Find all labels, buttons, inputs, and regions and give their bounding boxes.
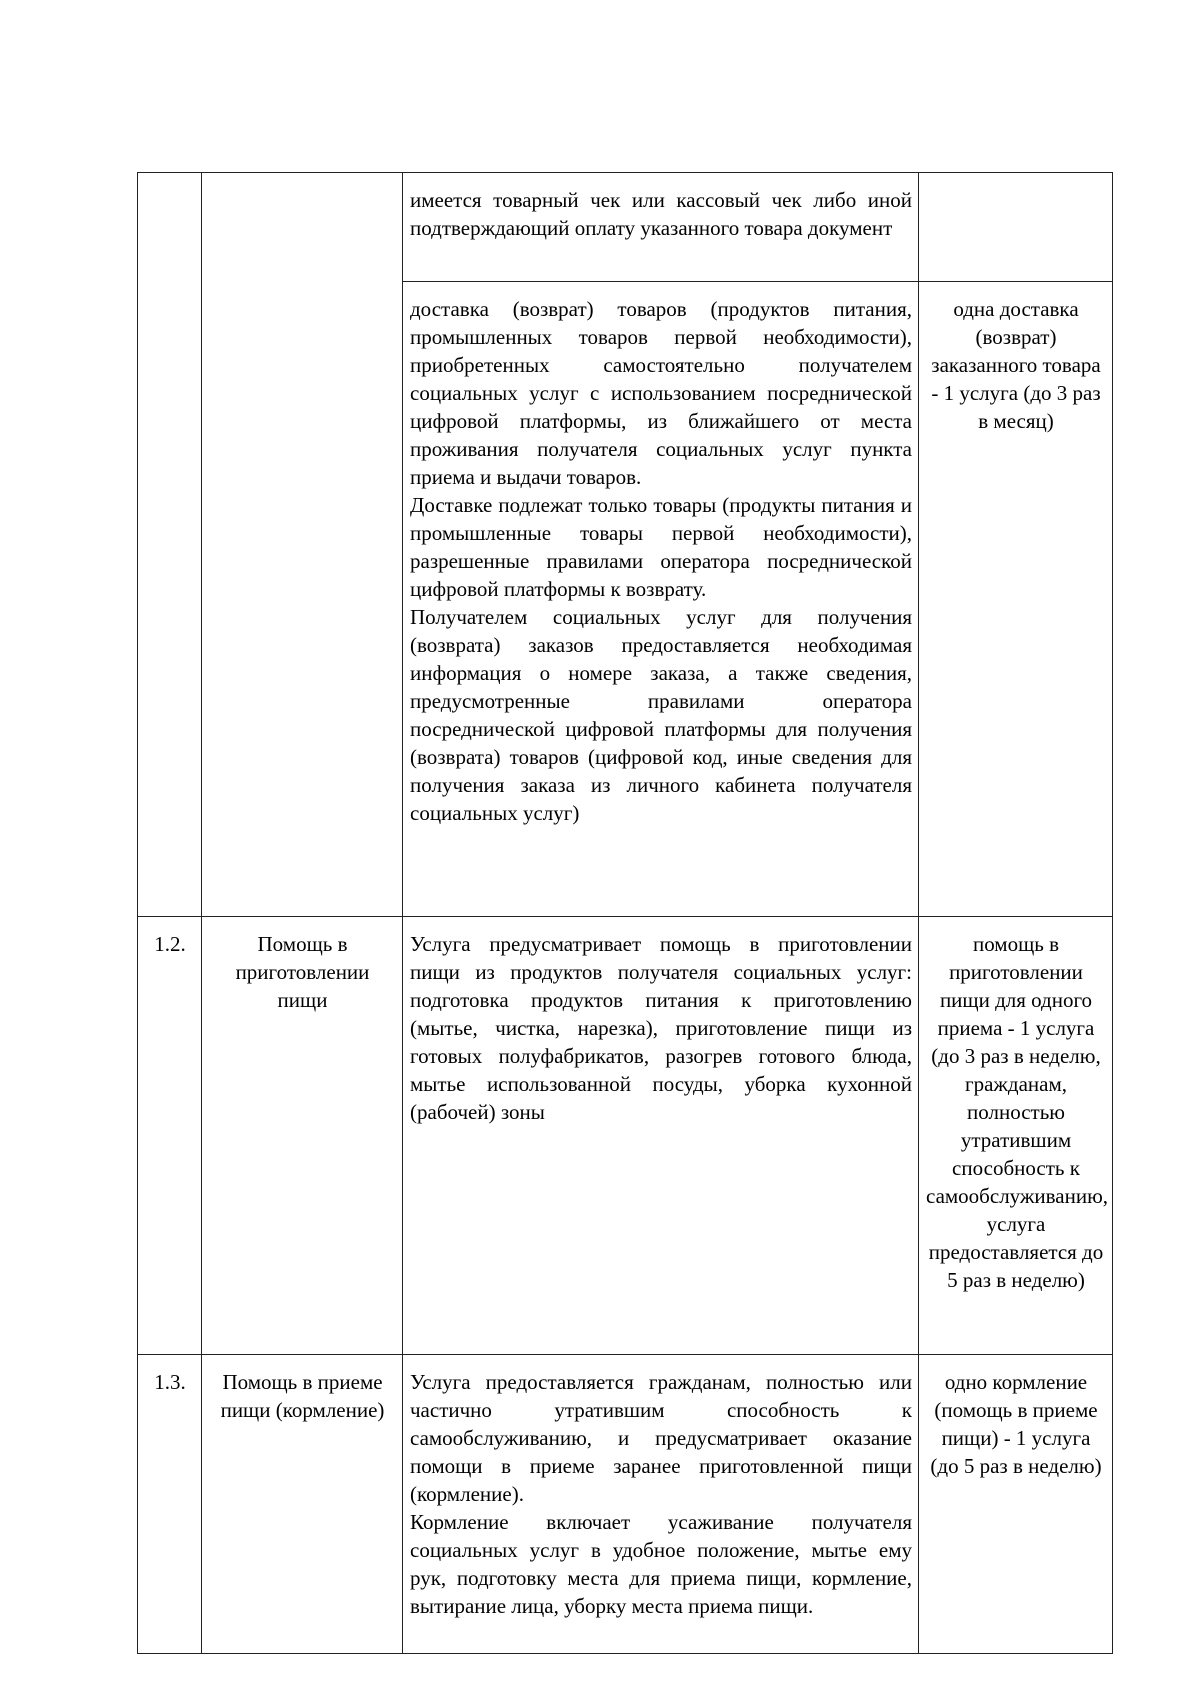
name-cell-empty [202,173,403,917]
description-cell [403,282,919,917]
norm-cell: одно кормление (помощь в приеме пищи) - 1 услуга (до 5 раз в неделю) [919,1355,1113,1654]
norm-cell [919,173,1113,282]
description-cell [403,173,919,282]
description-paragraph: Кормление включает усаживание получателя социальных услуг в удобное положение, мытье ему рук, подготовку места для приема пищи, кормление, вытирание лица, уборку места приема пищи. [410,1510,912,1618]
service-number: 1.2. [138,917,202,1355]
description-paragraph: Услуга предоставляется гражданам, полностью или частично утратившим способность к самообслуживанию, и предусматривает оказание помощи в приеме заранее приготовленной пищи (кормление). [410,1370,912,1506]
description-paragraph: Доставке подлежат только товары (продукты питания и промышленные товары первой необходимости), разрешенные правилами оператора посреднической цифровой платформы к возврату. [410,493,912,601]
service-name: Помощь в приеме пищи (кормление) [202,1355,403,1654]
description-paragraph: Получателем социальных услуг для получения (возврата) заказов предоставляется необходимая информация о номере заказа, а также сведения, предусмотренные правилами оператора посреднической цифровой платформы для получения (возврата) товаров (цифровой код, иные сведения для получения заказа из личного кабинета получателя социальных услуг) [410,605,912,825]
description-paragraph: Услуга предусматривает помощь в приготовлении пищи из продуктов получателя социальных услуг: подготовка продуктов питания к приготовлению (мытье, чистка, нарезка), приготовление пищи из готовых полуфабрикатов, разогрев готового блюда, мытье использованной посуды, уборка кухонной (рабочей) зоны [410,932,912,1124]
description-cell [403,1355,919,1654]
description-paragraph: доставка (возврат) товаров (продуктов питания, промышленных товаров первой необходимости), приобретенных самостоятельно получателем социальных услуг с использованием посреднической цифровой платформы, из ближайшего от места проживания получателя социальных услуг пункта приема и выдачи товаров. [410,297,912,489]
number-cell-empty [138,173,202,917]
services-table [137,172,1113,1654]
norm-cell: одна доставка (возврат) заказанного товара - 1 услуга (до 3 раз в месяц) [919,282,1113,917]
service-name: Помощь в приготовлении пищи [202,917,403,1355]
description-cell [403,917,919,1355]
description-paragraph: имеется товарный чек или кассовый чек либо иной подтверждающий оплату указанного товара документ [410,188,912,240]
table-row [138,917,1113,1355]
service-number: 1.3. [138,1355,202,1654]
table-row-continued-receipt [138,173,1113,282]
norm-cell: помощь в приготовлении пищи для одного приема - 1 услуга (до 3 раз в неделю, гражданам, полностью утратившим способность к самообслуживанию, услуга предоставляется до 5 раз в неделю) [919,917,1113,1355]
table-row [138,1355,1113,1654]
